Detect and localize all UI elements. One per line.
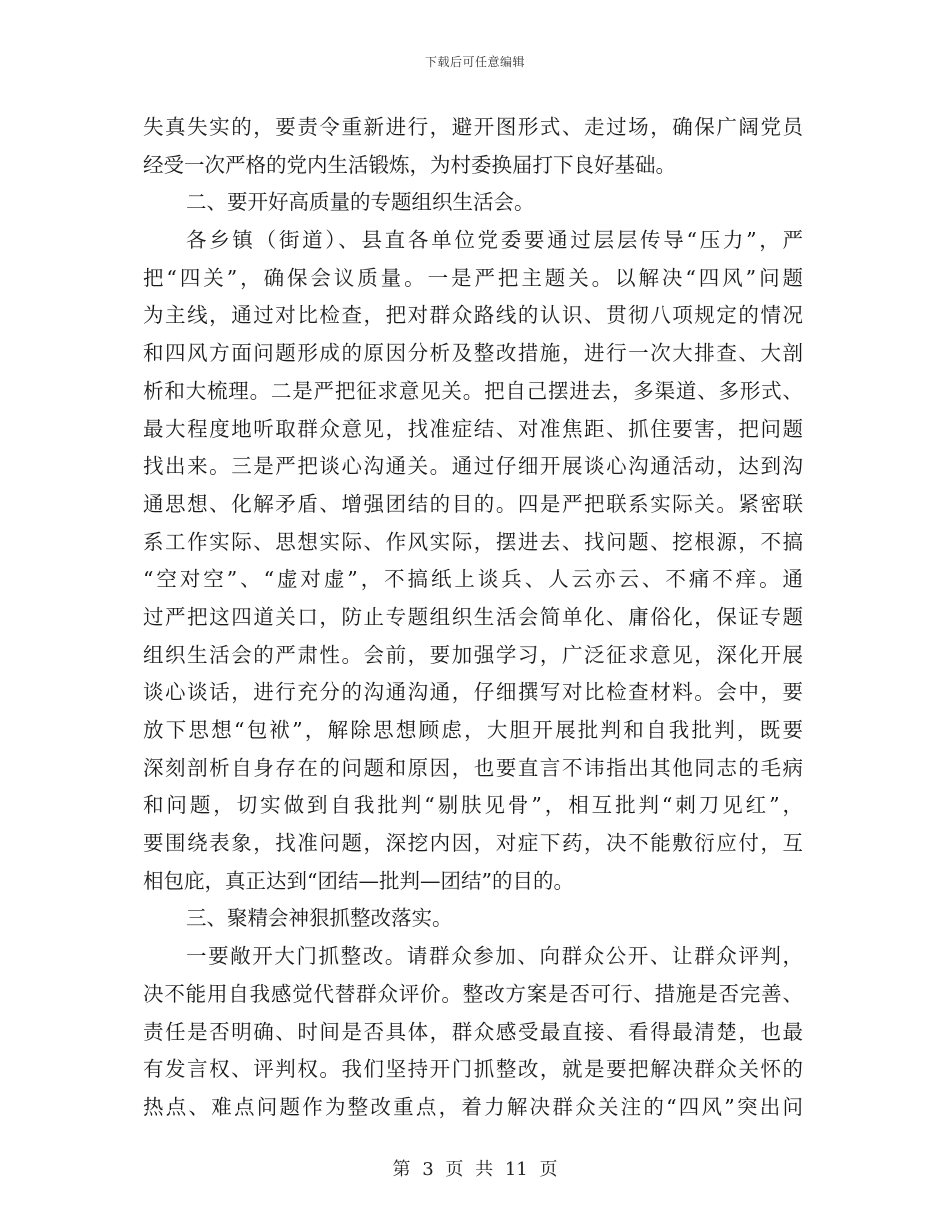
text-line: 责任是否明确、时间是否具体，群众感受最直接、看得最清楚，也最: [143, 1019, 803, 1044]
page-footer-number: 第 3 页 共 11 页: [392, 1159, 558, 1180]
text-line: 一要敞开大门抓整改。请群众参加、向群众公开、让群众评判，: [186, 944, 803, 969]
text-line: 相包庇，真正达到“团结—批判—团结”的目的。: [143, 868, 574, 893]
text-line: 和四风方面问题形成的原因分析及整改措施，进行一次大排查、大剖: [143, 341, 803, 366]
text-line: 析和大梳理。二是严把征求意见关。把自己摆进去，多渠道、多形式、: [143, 378, 803, 403]
text-line: 为主线，通过对比检查，把对群众路线的认识、贯彻八项规定的情况: [143, 303, 803, 328]
text-line: 组织生活会的严肃性。会前，要加强学习，广泛征求意见，深化开展: [143, 642, 803, 667]
text-line: 深刻剖析自身存在的问题和原因，也要直言不讳指出其他同志的毛病: [143, 755, 803, 780]
text-line: 有发言权、评判权。我们坚持开门抓整改，就是要把解决群众关怀的: [143, 1057, 803, 1082]
text-line: 经受一次严格的党内生活锻炼，为村委换届打下良好基础。: [143, 152, 676, 177]
text-line: 和问题，切实做到自我批判“剔肤见骨”，相互批判“刺刀见红”，: [143, 793, 803, 818]
text-line: 要围绕表象，找准问题，深挖内因，对症下药，决不能敷衍应付，互: [143, 831, 803, 856]
page-header-note: 下载后可任意编辑: [424, 55, 525, 69]
text-line: 谈心谈话，进行充分的沟通沟通，仔细撰写对比检查材料。会中，要: [143, 680, 803, 705]
text-line: 热点、难点问题作为整改重点，着力解决群众关注的“四风”突出问: [143, 1094, 803, 1119]
text-line: 失真失实的，要责令重新进行，避开图形式、走过场，确保广阔党员: [143, 115, 803, 139]
text-line: 系工作实际、思想实际、作风实际，摆进去、找问题、挖根源，不搞: [143, 529, 803, 554]
document-body: [143, 109, 803, 1127]
text-line: 找出来。三是严把谈心沟通关。通过仔细开展谈心沟通活动，达到沟: [143, 454, 803, 479]
text-line: 二、要开好高质量的专题组织生活会。: [186, 190, 535, 215]
text-line: 放下思想“包袱”，解除思想顾虑，大胆开展批判和自我批判，既要: [143, 718, 803, 742]
text-line: 决不能用自我感觉代替群众评价。整改方案是否可行、措施是否完善、: [143, 981, 803, 1006]
text-line: 三、聚精会神狠抓整改落实。: [186, 906, 453, 931]
text-line: “空对空”、“虚对虚”，不搞纸上谈兵、人云亦云、不痛不痒。通: [143, 567, 803, 592]
text-line: 最大程度地听取群众意见，找准症结、对准焦距、抓住要害，把问题: [143, 416, 803, 441]
text-line: 把“四关”，确保会议质量。一是严把主题关。以解决“四风”问题: [143, 265, 803, 290]
text-line: 过严把这四道关口，防止专题组织生活会简单化、庸俗化，保证专题: [143, 604, 803, 629]
text-line: 各乡镇（街道）、县直各单位党委要通过层层传导“压力”，严: [186, 228, 803, 253]
text-line: 通思想、化解矛盾、增强团结的目的。四是严把联系实际关。紧密联: [143, 491, 803, 516]
